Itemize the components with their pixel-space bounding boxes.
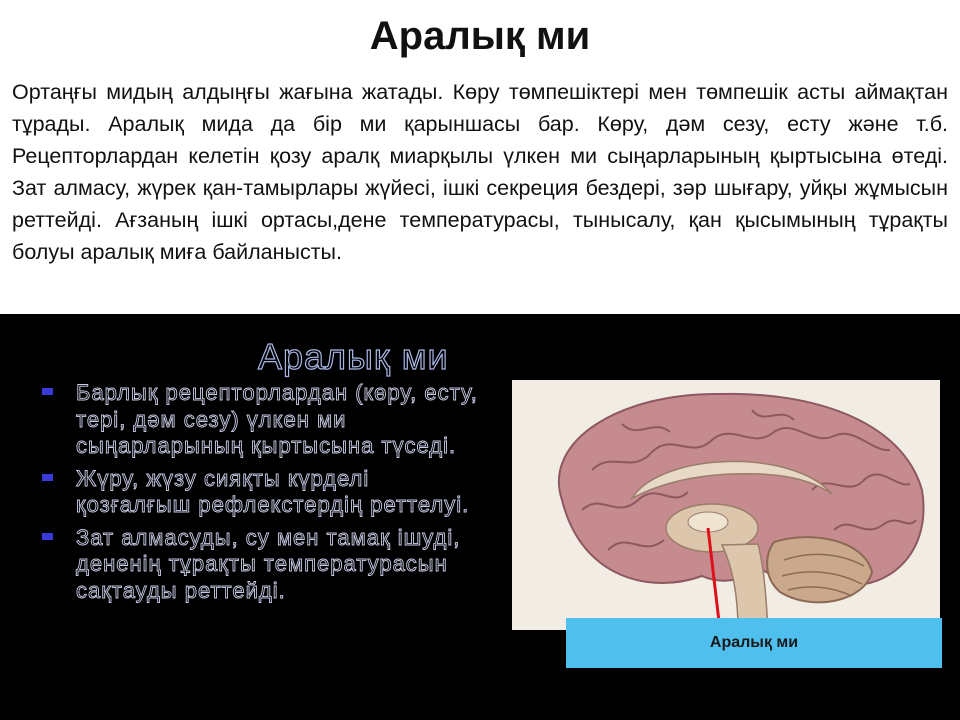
bullet-list [42,380,482,610]
bullet-text-3: Зат алмасуды, су мен тамақ ішуді, дененің тұрақты температурасын сақтауды реттейді. [76,524,461,603]
embedded-slide-panel [0,314,960,720]
bullet-marker-icon [42,533,53,540]
bullet-text-1: Барлық рецепторлардан (көру, есту, тері, дәм сезу) үлкен ми сыңарларының қыртысына түседі. [76,380,478,458]
brain-label-text: Аралық ми [709,634,799,651]
brain-sagittal-icon [512,380,940,630]
brain-label-box [566,618,942,668]
bullet-text-2: Жүру, жүзу сияқты күрделі қозғалғыш рефлекстердің реттелуі. [76,465,470,517]
bullet-marker-icon [42,474,53,481]
panel-title: Аралық ми [258,336,449,377]
bullet-item-2 [42,466,482,519]
brain-illustration [512,380,940,630]
slide-title: Аралық ми [369,14,591,58]
bullet-marker-icon [42,388,53,395]
bullet-item-1 [42,380,482,460]
bullet-item-3 [42,525,482,605]
intro-paragraph: Ортаңғы мидың алдыңғы жағына жатады. Көру төмпешіктері мен төмпешік асты аймақтан тұрады. Аралық мида да бір ми қарыншасы бар. Көру, дәм сезу, есту және т.б. Рецепторлардан келетін қозу аралқ миарқылы үлкен ми сыңарларының қыртысына өтеді. Зат алмасу, жүрек қан-тамырлары жүйесі, ішкі секреция бездері, зәр шығару, уйқы жұмысын реттейді. Ағзаның ішкі ортасы,дене температурасы, тынысалу, қан қысымының тұрақты болуы аралық миға байланысты. [12,80,948,264]
